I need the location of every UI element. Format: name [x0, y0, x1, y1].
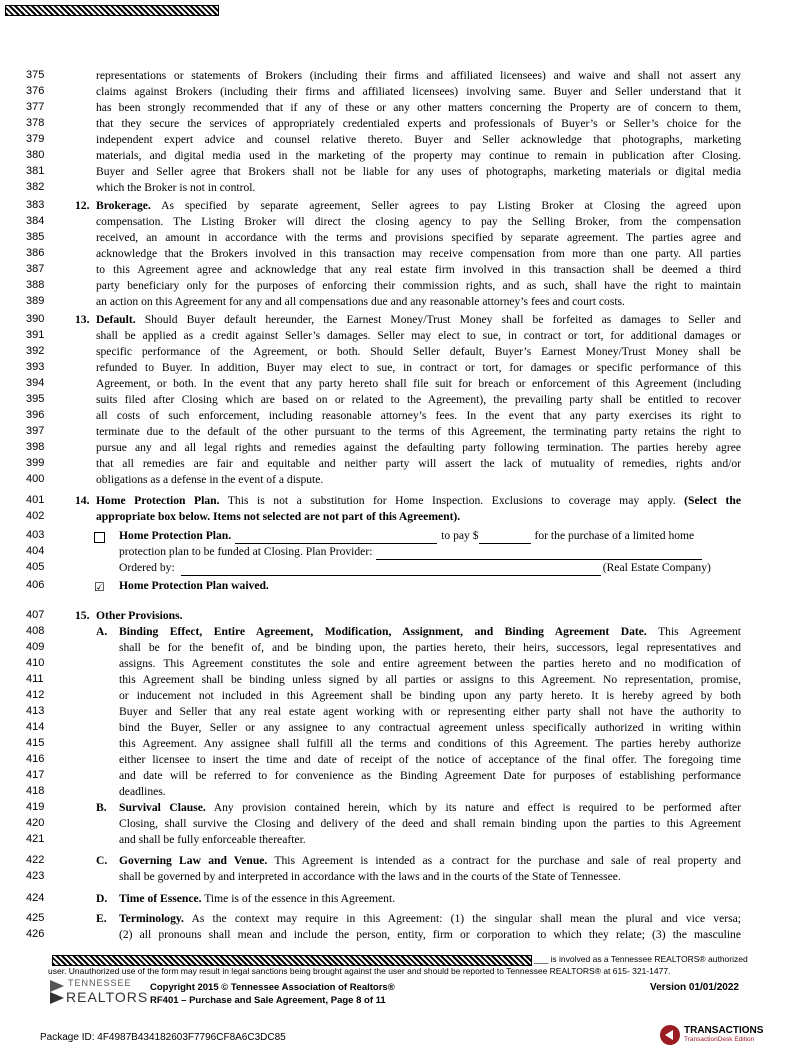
- line-386: [0, 246, 811, 262]
- text-body: Closing, shall survive the Closing and delivery of the deed and shall remain binding upon the parties to this Agreement: [119, 817, 741, 830]
- line-number: 407: [26, 609, 45, 621]
- line-411: [0, 672, 811, 688]
- line-404: [0, 544, 811, 560]
- section-number: 15.: [75, 609, 90, 622]
- line-text: [96, 509, 741, 525]
- line-text: [96, 262, 741, 278]
- line-number: 405: [26, 561, 45, 573]
- text-body: pursue any and all legal rights and remedies against the defaulting party following termination. The parties hereby agree: [96, 441, 741, 454]
- line-number: 408: [26, 625, 45, 637]
- section-title: Survival Clause.: [119, 801, 206, 814]
- line-410: [0, 656, 811, 672]
- line-text: [119, 720, 741, 736]
- text-body: independent expert advice and counsel relative thereto. Buyer and Seller acknowledge that photographs, marketing: [96, 133, 741, 146]
- section-number: 13.: [75, 313, 90, 326]
- section-number: 12.: [75, 199, 90, 212]
- line-number: 402: [26, 510, 45, 522]
- tennessee-realtors-logo: [48, 978, 149, 1006]
- text-body: specific performance of the Agreement, or both. Should Seller default, Buyer’s Earnest Money/Trust Money shall be: [96, 345, 741, 358]
- line-number: 419: [26, 801, 45, 813]
- line-number: 395: [26, 393, 45, 405]
- text-body: obligations as a defense in the event of a dispute.: [96, 473, 324, 486]
- transactions-brand: [660, 1024, 770, 1046]
- line-number: 420: [26, 817, 45, 829]
- bold-tail: (Select the: [684, 494, 741, 507]
- line-398: [0, 440, 811, 456]
- line-406: [0, 578, 811, 594]
- footer-warning: user. Unauthorized use of the form may result in legal sanctions being brought against the user and should be reported to Tennessee REALTORS® at 615- 321-1477.: [48, 966, 671, 976]
- section-title: Brokerage.: [96, 199, 151, 212]
- line-417: [0, 768, 811, 784]
- line-text: [96, 328, 741, 344]
- line-text: [96, 493, 741, 509]
- footer-involved: ___ is involved as a Tennessee REALTORS® authorized: [534, 954, 748, 964]
- section-title: Terminology.: [119, 912, 184, 925]
- line-text: [119, 927, 741, 943]
- line-number: 381: [26, 165, 45, 177]
- line-393: [0, 360, 811, 376]
- text-body: materials, and digital media used in the marketing of the property may continue to remain in publication after Closing.: [96, 149, 741, 162]
- line-378: [0, 116, 811, 132]
- line-424: [0, 891, 811, 907]
- purchase-label: for the purchase of a limited home: [534, 529, 695, 542]
- text-body: either licensee to insert the time and date of receipt of the notice of acceptance of the final offer. The foregoing time: [119, 753, 741, 766]
- text-body: terminate due to the default of the other pursuant to the terms of this Agreement, the terminating party retains the right to: [96, 425, 741, 438]
- text-body: to this Agreement agree and acknowledge that any real estate firm involved in this transaction shall be deemed a third: [96, 263, 741, 276]
- line-380: [0, 148, 811, 164]
- text-body: Agreement, or both. In the event that any party hereto shall file suit for breach or enforcement of this Agreement (including: [96, 377, 741, 390]
- text-body: claims against Brokers (including their firms and affiliated licensees) involving same. Buyer and Seller understand that it: [96, 85, 741, 98]
- line-number: 410: [26, 657, 45, 669]
- line-391: [0, 328, 811, 344]
- line-number: 423: [26, 870, 45, 882]
- text-body: this Agreement. Any assignee shall fulfill all the terms and conditions of this Agreement. The parties hereby authorize: [119, 737, 741, 750]
- line-number: 404: [26, 545, 45, 557]
- line-number: 399: [26, 457, 45, 469]
- package-id: Package ID: 4F4987B434182603F7796CF8A6C3DC85: [40, 1032, 286, 1043]
- redacted-footer-name: [52, 955, 532, 966]
- text-body: appropriate box below. Items not selected are not part of this Agreement).: [96, 510, 461, 523]
- line-text: [96, 472, 741, 488]
- line-text: [119, 768, 741, 784]
- line-number: 392: [26, 345, 45, 357]
- line-401: [0, 493, 811, 509]
- footer-copyright: Copyright 2015 © Tennessee Association of Realtors®: [150, 982, 395, 993]
- logo-top-text: TENNESSEE: [68, 978, 132, 988]
- text-body: This is not a substitution for Home Inspection. Exclusions to coverage may apply.: [227, 494, 676, 507]
- line-375: [0, 68, 811, 84]
- home-protection-plan-checkbox[interactable]: [94, 532, 105, 543]
- line-text: [96, 424, 741, 440]
- line-text: [119, 891, 741, 907]
- line-number: 425: [26, 912, 45, 924]
- line-408: [0, 624, 811, 640]
- line-414: [0, 720, 811, 736]
- line-text: [96, 246, 741, 262]
- text-body: (2) all pronouns shall mean and include the person, entity, firm or corporation to which they relate; (3) the masculine: [119, 928, 741, 941]
- line-text: [96, 214, 741, 230]
- line-text: [96, 376, 741, 392]
- line-385: [0, 230, 811, 246]
- text-body: Any provision contained herein, which by its nature and effect is required to be performed after: [213, 801, 741, 814]
- line-403: [0, 528, 811, 544]
- line-number: 379: [26, 133, 45, 145]
- line-415: [0, 736, 811, 752]
- line-400: [0, 472, 811, 488]
- line-text: [119, 800, 741, 816]
- line-number: 426: [26, 928, 45, 940]
- line-389: [0, 294, 811, 310]
- line-377: [0, 100, 811, 116]
- subsection-letter: D.: [96, 892, 108, 905]
- footer-version: Version 01/01/2022: [650, 982, 739, 993]
- pay-label: to pay $: [441, 529, 479, 542]
- text-body: shall be governed by and interpreted in accordance with the laws and in the courts of the State of Tennessee.: [119, 870, 621, 883]
- line-number: 422: [26, 854, 45, 866]
- subsection-letter: E.: [96, 912, 107, 925]
- text-body: shall be for the benefit of, and be binding upon, the parties hereto, their heirs, successors, legal representatives and: [119, 641, 741, 654]
- line-number: 424: [26, 892, 45, 904]
- line-397: [0, 424, 811, 440]
- line-text: [119, 853, 741, 869]
- line-407: [0, 608, 811, 624]
- line-420: [0, 816, 811, 832]
- line-number: 387: [26, 263, 45, 275]
- line-text: [119, 640, 741, 656]
- line-text: [96, 392, 741, 408]
- line-text: [119, 869, 741, 885]
- text-body: Buyer and Seller that any real estate agent working with or representing either party shall not have the authority to: [119, 705, 741, 718]
- line-422: [0, 853, 811, 869]
- line-text: [96, 148, 741, 164]
- text-body: shall be applied as a credit against Seller’s damages. Seller may elect to sue, in contract or tort, for additional damages or: [96, 329, 741, 342]
- subsection-letter: C.: [96, 854, 108, 867]
- line-text: [119, 752, 741, 768]
- line-text: [96, 132, 741, 148]
- plan-provider-blank[interactable]: [376, 547, 702, 560]
- line-text: [119, 816, 741, 832]
- text-body: that they secure the services of appropriately credentialed experts and professionals of Buyer’s or Seller’s choice for the: [96, 117, 741, 130]
- line-text: [119, 832, 741, 848]
- line-421: [0, 832, 811, 848]
- line-419: [0, 800, 811, 816]
- line-text: [96, 312, 741, 328]
- text-body: an action on this Agreement for any and all compensations due and any reasonable attorney’s fees and court costs.: [96, 295, 625, 308]
- line-text: [96, 278, 741, 294]
- brand-top-text: TRANSACTIONS: [684, 1025, 764, 1036]
- ordered-by-label: Ordered by:: [119, 561, 175, 574]
- line-402: [0, 509, 811, 525]
- line-text: [96, 408, 741, 424]
- line-number: 398: [26, 441, 45, 453]
- line-394: [0, 376, 811, 392]
- line-text: [96, 230, 741, 246]
- text-body: compensation. The Listing Broker will direct the closing agency to pay the Selling Broker, from the compensation: [96, 215, 741, 228]
- line-number: 385: [26, 231, 45, 243]
- line-text: [119, 704, 741, 720]
- real-estate-company-label: (Real Estate Company): [602, 561, 711, 574]
- line-text: [119, 688, 741, 704]
- section-title: Time of Essence.: [119, 892, 202, 905]
- text-body: As the context may require in this Agreement: (1) the singular shall mean the plural and vice versa;: [191, 912, 741, 925]
- text-body: assigns. This Agreement constitutes the sole and entire agreement between the parties hereto and no modification of: [119, 657, 741, 670]
- line-text: [96, 440, 741, 456]
- line-376: [0, 84, 811, 100]
- text-body: representations or statements of Brokers (including their firms and affiliated licensees) and waive and shall not assert any: [96, 69, 741, 82]
- line-text: [96, 100, 741, 116]
- plan-waived-checkbox[interactable]: ☑: [94, 580, 105, 594]
- text-body: acknowledge that the Brokers involved in this transaction may receive compensation from more than one party. All parties: [96, 247, 741, 260]
- line-number: 389: [26, 295, 45, 307]
- text-body: all costs of such enforcement, including reasonable attorney’s fees. In the event that any party exercises its right to: [96, 409, 741, 422]
- line-409: [0, 640, 811, 656]
- line-396: [0, 408, 811, 424]
- line-text: [96, 344, 741, 360]
- text-body: this Agreement shall be binding unless signed by all parties or assigns to this Agreement. No representation, promise,: [119, 673, 741, 686]
- footer-form-title: RF401 – Purchase and Sale Agreement, Page 8 of 11: [150, 995, 386, 1006]
- line-384: [0, 214, 811, 230]
- text-body: refunded to Buyer. In addition, Buyer may elect to sue, in contract or tort, for damages or specific performance of this: [96, 361, 741, 374]
- text-body: suits filed after Closing which are based on or related to the Agreement), the prevailing party shall be entitled to recover: [96, 393, 741, 406]
- text-body: and date will be referred to for convenience as the Binding Agreement Date for purposes of establishing performance: [119, 769, 741, 782]
- text-body: has been strongly recommended that if any of these or any other matters concerning the Property are of concern to them,: [96, 101, 741, 114]
- section-title: Binding Effect, Entire Agreement, Modification, Assignment, and Binding Agreement Date.: [119, 625, 647, 638]
- text-body: Time is of the essence in this Agreement.: [204, 892, 396, 905]
- ordered-by-blank[interactable]: [181, 563, 601, 576]
- line-text: [96, 456, 741, 472]
- text-body: or inducement not included in this Agreement shall be binding upon any party hereto. It is hereby agreed by both: [119, 689, 741, 702]
- line-381: [0, 164, 811, 180]
- section-title: Default.: [96, 313, 136, 326]
- line-number: 411: [26, 673, 44, 685]
- line-number: 375: [26, 69, 45, 81]
- transactions-logo-icon: [660, 1025, 680, 1045]
- text-body: and shall be fully enforceable thereafter.: [119, 833, 306, 846]
- line-text: [96, 294, 741, 310]
- line-405: [0, 560, 811, 576]
- line-text: [119, 736, 741, 752]
- line-number: 376: [26, 85, 45, 97]
- plan-provider-label: protection plan to be funded at Closing. Plan Provider:: [119, 545, 373, 558]
- line-number: 380: [26, 149, 45, 161]
- line-number: 415: [26, 737, 45, 749]
- line-418: [0, 784, 811, 800]
- plan-name-blank[interactable]: [235, 531, 437, 544]
- line-text: [96, 68, 741, 84]
- line-text: [119, 784, 741, 800]
- redacted-header: [5, 5, 219, 16]
- line-number: 384: [26, 215, 45, 227]
- line-382: [0, 180, 811, 196]
- line-number: 397: [26, 425, 45, 437]
- line-416: [0, 752, 811, 768]
- line-number: 412: [26, 689, 45, 701]
- line-425: [0, 911, 811, 927]
- line-387: [0, 262, 811, 278]
- line-number: 388: [26, 279, 45, 291]
- line-number: 416: [26, 753, 45, 765]
- line-number: 390: [26, 313, 45, 325]
- section-title: Other Provisions.: [96, 609, 183, 622]
- line-text: [96, 180, 741, 196]
- line-text: [119, 624, 741, 640]
- text-body: Buyer and Seller agree that Brokers shall not be liable for any uses of photographs, marketing materials or digital media: [96, 165, 741, 178]
- text-body: bind the Buyer, Seller or any assignee to any contractual agreement unless specifically authorized in writing within: [119, 721, 741, 734]
- section-title: Governing Law and Venue.: [119, 854, 268, 867]
- line-number: 386: [26, 247, 45, 259]
- text-body: Should Buyer default hereunder, the Earnest Money/Trust Money shall be forfeited as damages to Seller and: [144, 313, 741, 326]
- text-body: This Agreement is intended as a contract for the purchase and sale of real property and: [274, 854, 741, 867]
- line-number: 394: [26, 377, 45, 389]
- line-number: 382: [26, 181, 45, 193]
- line-number: 401: [26, 494, 45, 506]
- line-number: 417: [26, 769, 45, 781]
- brand-bottom-text: TransactionDesk Edition: [684, 1036, 755, 1043]
- section-title: Home Protection Plan waived.: [119, 579, 269, 592]
- line-379: [0, 132, 811, 148]
- line-number: 400: [26, 473, 45, 485]
- line-text: [96, 84, 741, 100]
- line-383: [0, 198, 811, 214]
- logo-bottom-text: REALTORS: [66, 989, 149, 1005]
- line-number: 391: [26, 329, 45, 341]
- section-number: 14.: [75, 494, 90, 507]
- text-body: As specified by separate agreement, Seller agrees to pay Listing Broker at Closing the agreed upon: [161, 199, 741, 212]
- line-text: [119, 656, 741, 672]
- line-388: [0, 278, 811, 294]
- line-426: [0, 927, 811, 943]
- line-number: 383: [26, 199, 45, 211]
- text-body: that all remedies are fair and equitable and neither party will assert the lack of mutuality of remedies, rights and/or: [96, 457, 741, 470]
- plan-amount-blank[interactable]: [479, 531, 531, 544]
- section-title: Home Protection Plan.: [119, 529, 232, 542]
- text-body: which the Broker is not in control.: [96, 181, 256, 194]
- line-number: 418: [26, 785, 45, 797]
- line-text: [96, 360, 741, 376]
- line-number: 414: [26, 721, 45, 733]
- text-body: This Agreement: [658, 625, 741, 638]
- subsection-letter: B.: [96, 801, 107, 814]
- line-390: [0, 312, 811, 328]
- line-399: [0, 456, 811, 472]
- line-text: [119, 911, 741, 927]
- section-title: Home Protection Plan.: [96, 494, 220, 507]
- line-number: 403: [26, 529, 45, 541]
- line-number: 409: [26, 641, 45, 653]
- line-395: [0, 392, 811, 408]
- line-number: 377: [26, 101, 45, 113]
- text-body: party beneficiary only for the purposes of enforcing their commission rights, and as such, shall have the right to maintain: [96, 279, 741, 292]
- text-body: deadlines.: [119, 785, 166, 798]
- line-number: 421: [26, 833, 45, 845]
- line-number: 393: [26, 361, 45, 373]
- line-text: [96, 198, 741, 214]
- text-body: received, an amount in accordance with the terms and provisions specified by separate agreement. The parties agree and: [96, 231, 741, 244]
- line-number: 406: [26, 579, 45, 591]
- line-text: [96, 116, 741, 132]
- line-423: [0, 869, 811, 885]
- line-413: [0, 704, 811, 720]
- line-text: [96, 164, 741, 180]
- subsection-letter: A.: [96, 625, 108, 638]
- line-number: 378: [26, 117, 45, 129]
- line-number: 413: [26, 705, 45, 717]
- line-number: 396: [26, 409, 45, 421]
- line-text: [119, 672, 741, 688]
- line-412: [0, 688, 811, 704]
- realtors-r-logo-icon: [48, 978, 66, 1004]
- line-392: [0, 344, 811, 360]
